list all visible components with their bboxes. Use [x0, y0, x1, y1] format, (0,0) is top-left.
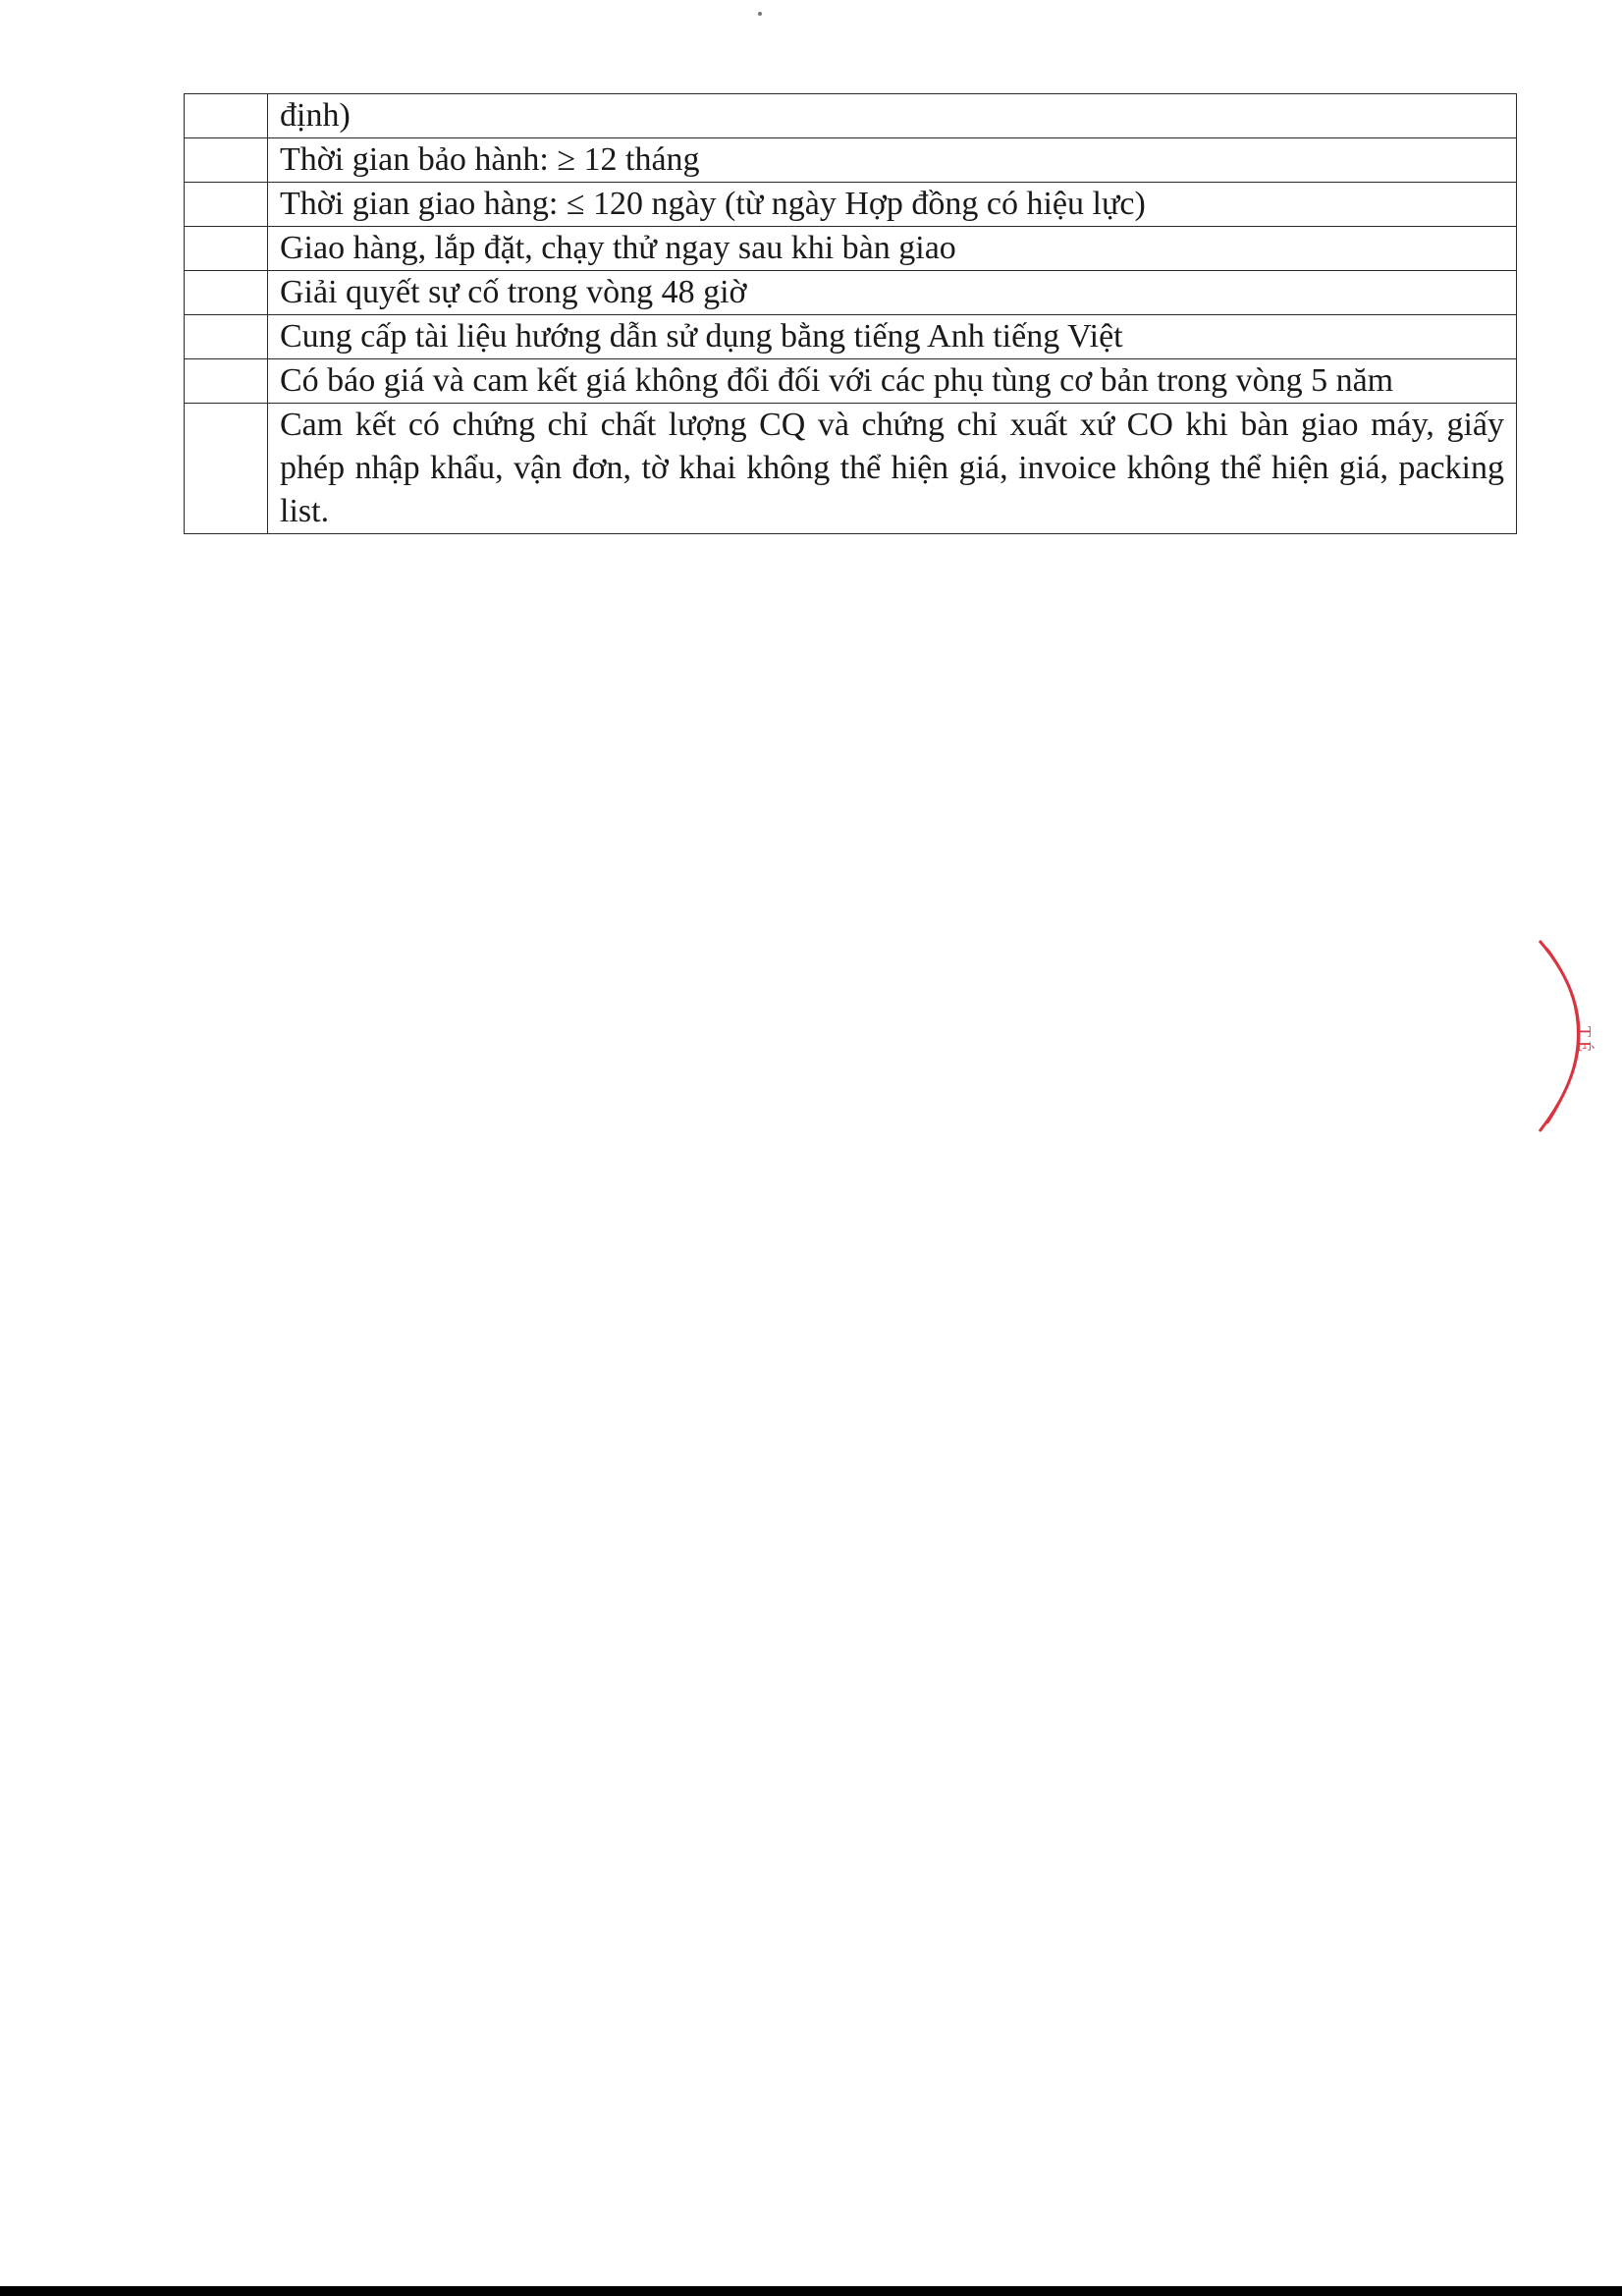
row-number-cell — [185, 227, 268, 271]
table-row — [185, 315, 1517, 359]
stamp-text: T É — [1575, 1025, 1595, 1053]
requirement-text: Thời gian bảo hành: ≥ 12 tháng — [280, 141, 700, 178]
requirement-text: Giao hàng, lắp đặt, chạy thử ngay sau khi bàn giao — [280, 230, 956, 266]
requirement-cell — [268, 94, 1517, 138]
red-seal-stamp-partial — [1532, 933, 1622, 1139]
requirement-text: Giải quyết sự cố trong vòng 48 giờ — [280, 274, 747, 310]
requirement-text: Thời gian giao hàng: ≤ 120 ngày (từ ngày Hợp đồng có hiệu lực) — [280, 186, 1146, 222]
requirement-cell — [268, 183, 1517, 227]
table-row — [185, 94, 1517, 138]
specification-table — [184, 93, 1517, 534]
scan-speck — [758, 12, 762, 16]
requirement-cell — [268, 227, 1517, 271]
requirement-text: Cung cấp tài liệu hướng dẫn sử dụng bằng tiếng Anh tiếng Việt — [280, 318, 1123, 355]
requirement-cell — [268, 404, 1517, 534]
scan-bottom-edge — [0, 2286, 1622, 2296]
requirement-cell — [268, 138, 1517, 183]
table-row — [185, 138, 1517, 183]
row-number-cell — [185, 138, 268, 183]
row-number-cell — [185, 271, 268, 315]
table-row — [185, 183, 1517, 227]
requirement-cell — [268, 271, 1517, 315]
requirement-text: định) — [280, 97, 351, 134]
row-number-cell — [185, 404, 268, 534]
requirement-text: Cam kết có chứng chỉ chất lượng CQ và chứng chỉ xuất xứ CO khi bàn giao máy, giấy phép nhập khẩu, vận đơn, tờ khai không thể hiện giá, invoice không thể hiện giá, packing list. — [280, 407, 1504, 529]
requirement-cell — [268, 315, 1517, 359]
table-row — [185, 359, 1517, 404]
requirement-text: Có báo giá và cam kết giá không đổi đối với các phụ tùng cơ bản trong vòng 5 năm — [280, 362, 1394, 399]
requirement-cell — [268, 359, 1517, 404]
table-row — [185, 227, 1517, 271]
table-row — [185, 404, 1517, 534]
row-number-cell — [185, 315, 268, 359]
row-number-cell — [185, 94, 268, 138]
row-number-cell — [185, 183, 268, 227]
table-row — [185, 271, 1517, 315]
row-number-cell — [185, 359, 268, 404]
